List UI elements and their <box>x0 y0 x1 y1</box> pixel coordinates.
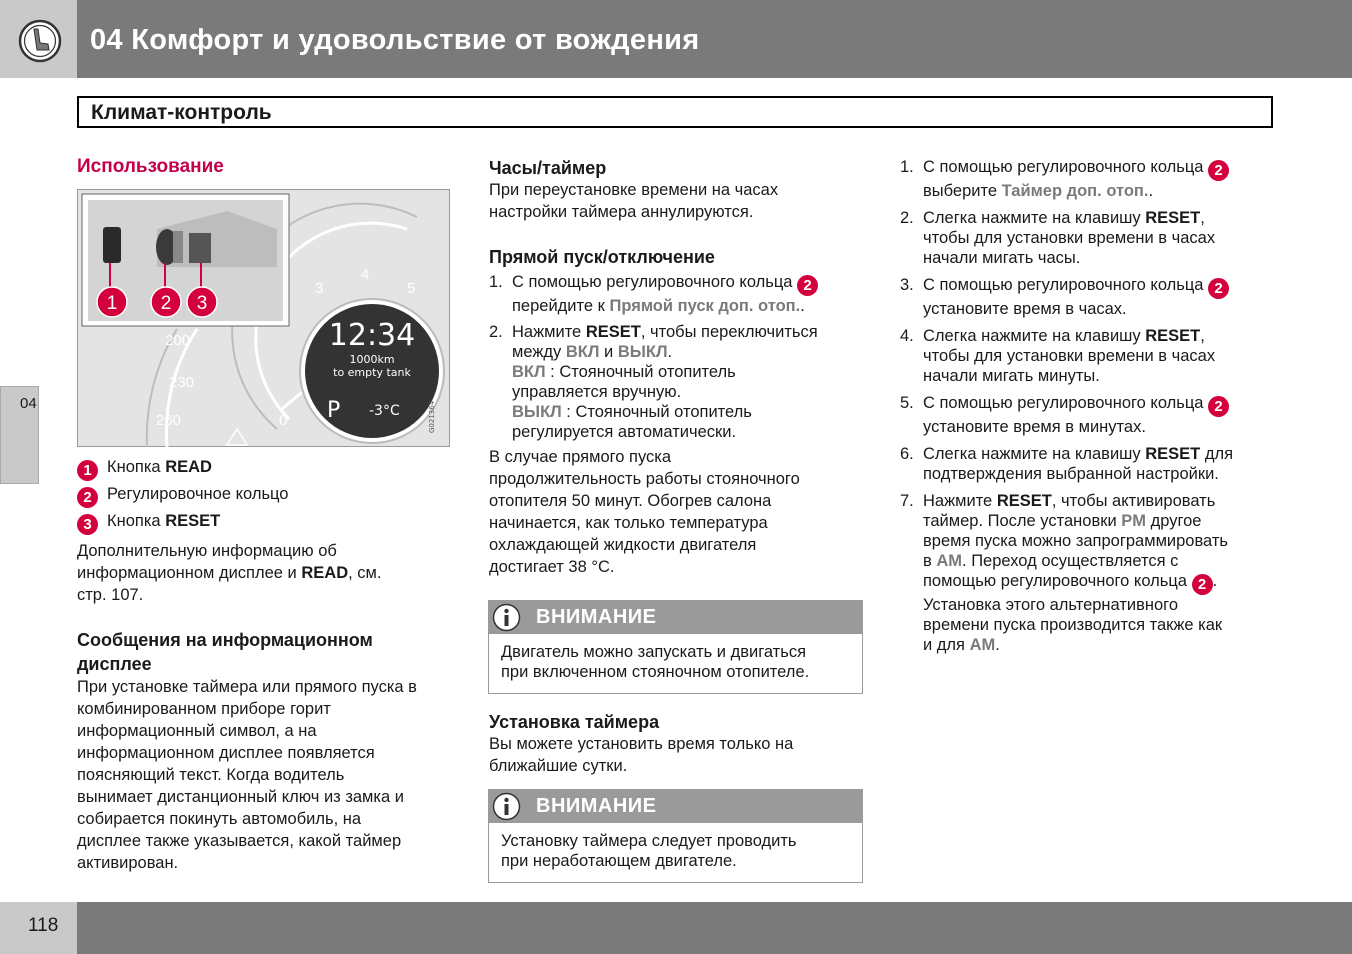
messages-line: вынимает дистанционный ключ из замка и <box>77 788 404 806</box>
timer-step-7-text-b: , чтобы активировать <box>1051 492 1216 510</box>
timer-step-7-text-k: и для <box>923 636 970 654</box>
timer-step-2-text-c: начали мигать часы. <box>923 249 1081 267</box>
timer-step-4-text-c: начали мигать минуты. <box>923 367 1100 385</box>
label-off: ВЫКЛ <box>617 343 668 361</box>
direct-step-1: 1. С помощью регулировочного кольца 2 перейдите к Прямой пуск доп. отоп.. <box>489 272 869 316</box>
ring-badge: 2 <box>1208 396 1229 417</box>
messages-text <box>77 676 457 874</box>
label-am: AM <box>936 552 963 570</box>
timer-step-6 <box>900 444 1280 484</box>
timer-step-2-text: Слегка нажмите на клавишу <box>923 209 1146 227</box>
messages-line: информационном дисплее появляется <box>77 744 375 762</box>
timer-step-7-text-c: таймер. После установки <box>923 512 1122 530</box>
on-desc: : Стояночный отопитель <box>545 363 736 381</box>
gauge-tick-230: 230 <box>169 374 195 391</box>
off-desc: : Стояночный отопитель <box>561 403 752 421</box>
timer-step-7-text-d: другое <box>1146 512 1202 530</box>
legend-text-1: Кнопка <box>107 458 166 476</box>
section-title-box <box>77 96 1273 128</box>
chapter-tab <box>0 386 39 484</box>
ring-badge: 2 <box>1192 574 1213 595</box>
timer-step-3-text-b: установите время в часах. <box>923 300 1127 318</box>
info-line-2 <box>77 562 457 584</box>
step-number: 2. <box>489 323 503 341</box>
page-footer <box>0 902 1352 954</box>
clock-line: При переустановке времени на часах <box>489 181 779 199</box>
legend <box>77 458 457 538</box>
direct-step-2-text-c: между <box>512 343 566 361</box>
legend-text-2: Регулировочное кольцо <box>107 485 289 503</box>
label-am: AM <box>969 636 996 654</box>
legend-bold-3: RESET <box>165 512 221 530</box>
direct-step-1-text-b: перейдите к <box>512 297 610 315</box>
direct-text-line: достигает 38 °C. <box>489 558 615 576</box>
display-range-label: to empty tank <box>333 366 411 379</box>
warning-title-2: ВНИМАНИЕ <box>536 795 657 817</box>
timer-step-7-text: Нажмите <box>923 492 997 510</box>
timer-step-5-text-b: установите время в минутах. <box>923 418 1146 436</box>
info-line-3: стр. 107. <box>77 586 144 604</box>
direct-text-line: продолжительность работы стояночного <box>489 470 800 488</box>
gauge-tick-0: 0 <box>279 412 288 429</box>
read-button-drawing <box>103 227 121 263</box>
timer-step-4-text: Слегка нажмите на клавишу <box>923 327 1146 345</box>
label-off: ВЫКЛ <box>512 403 562 421</box>
step-number: 3. <box>900 276 914 294</box>
direct-step-1-text: С помощью регулировочного кольца <box>512 273 798 291</box>
direct-text-line: отопителя 50 минут. Обогрев салона <box>489 492 772 510</box>
warning-line: при неработающем двигателе. <box>501 852 737 870</box>
messages-line: При установке таймера или прямого пуска в <box>77 678 417 696</box>
info-icon <box>492 603 521 632</box>
timer-step-7-text-g: . Переход осуществляется с <box>962 552 1179 570</box>
reset-bold: RESET <box>1145 209 1201 227</box>
legend-badge-2: 2 <box>77 487 98 508</box>
warning-line: Установку таймера следует проводить <box>501 832 797 850</box>
info-paragraph <box>77 540 457 606</box>
step-number: 1. <box>489 273 503 291</box>
reset-bold: RESET <box>996 492 1052 510</box>
ring-badge: 2 <box>1208 160 1229 181</box>
timer-step-7-text-e: время пуска можно запрограммировать <box>923 532 1229 550</box>
messages-line: активирован. <box>77 854 179 872</box>
info-text: информационном дисплее и <box>77 564 302 582</box>
clock-section <box>489 157 869 223</box>
timer-step-1-text-b: выберите <box>923 182 1002 200</box>
display-time: 12:34 <box>328 318 416 353</box>
text-and: и <box>599 343 618 361</box>
timer-step-6-text: Слегка нажмите на клавишу <box>923 445 1146 463</box>
direct-step-2-text: Нажмите <box>512 323 586 341</box>
off-desc-2: регулируется автоматически. <box>512 423 737 441</box>
timer-step-4-text-b: чтобы для установки времени в часах <box>923 347 1216 365</box>
direct-step-2-text-b: , чтобы переключиться <box>640 323 818 341</box>
direct-text-line: охлаждающей жидкости двигателя <box>489 536 757 554</box>
timer-step-5-text: С помощью регулировочного кольца <box>923 394 1209 412</box>
timer-step-7-text-j: времени пуска производится также как <box>923 616 1223 634</box>
callout-1: 1 <box>106 293 118 314</box>
timer-steps <box>900 157 1280 655</box>
heading-usage: Использование <box>77 156 224 177</box>
direct-text-line: начинается, как только температура <box>489 514 768 532</box>
timer-step-7: 7. Нажмите RESET, чтобы активировать таймер. После установки PM другое время пуска можно запрограммировать в AM. Переход осуществляется с помощью регулировочного кольца 2 . Установка этого альтернативного времени пуска производится также как и для AM. <box>900 491 1280 655</box>
reset-bold: RESET <box>585 323 641 341</box>
step-number: 2. <box>900 209 914 227</box>
timer-step-7-text-i: Установка этого альтернативного <box>923 596 1179 614</box>
callout-3: 3 <box>196 293 208 314</box>
heading-messages-1: Сообщения на информационном <box>77 630 373 650</box>
gauge-tick-200: 200 <box>165 332 191 349</box>
menu-direct-start: Прямой пуск доп. отоп. <box>609 297 801 315</box>
timer-section <box>489 711 869 777</box>
timer-step-1: 1. С помощью регулировочного кольца 2 выберите Таймер доп. отоп.. <box>900 157 1280 201</box>
gauge-tick-3: 3 <box>315 280 324 297</box>
heading-timer: Установка таймера <box>489 712 660 732</box>
column-1 <box>77 156 457 178</box>
on-desc-2: управляется вручную. <box>512 383 682 401</box>
info-line-1: Дополнительную информацию об <box>77 542 337 560</box>
timer-step-7-text-f: в <box>923 552 937 570</box>
reset-bold: RESET <box>1145 445 1201 463</box>
header-icon-box <box>0 0 77 78</box>
timer-step-4: 4. Слегка нажмите на клавишу RESET, чтобы для установки времени в часах начали мигать минуты. <box>900 326 1280 386</box>
warning-text-1 <box>489 634 862 682</box>
heading-messages-2: дисплее <box>77 654 152 674</box>
chapter-tab-label: 04 <box>20 395 37 412</box>
info-text-c: , см. <box>348 564 382 582</box>
messages-heading <box>77 628 457 676</box>
timer-step-2: 2. Слегка нажмите на клавишу RESET, чтобы для установки времени в часах начали мигать часы. <box>900 208 1280 268</box>
direct-step-2: 2. Нажмите RESET, чтобы переключиться между ВКЛ и ВЫКЛ. ВКЛ : Стояночный отопитель управляется вручную. ВЫКЛ : Стояночный отопитель регулируется автоматически. <box>489 322 869 442</box>
figure-code: G021364 <box>428 400 436 433</box>
warning-box-2 <box>488 789 863 883</box>
gauge-tick-5: 5 <box>407 280 416 297</box>
display-gear: P <box>327 398 341 423</box>
section-title: Климат-контроль <box>91 101 272 124</box>
direct-start-section <box>489 247 869 442</box>
messages-line: дисплее также указывается, какой таймер <box>77 832 402 850</box>
page-title: 04 Комфорт и удовольствие от вождения <box>90 24 700 56</box>
messages-line: информационный символ, а на <box>77 722 317 740</box>
warning-box-1 <box>488 600 863 694</box>
ring-badge: 2 <box>1208 278 1229 299</box>
heading-direct-start: Прямой пуск/отключение <box>489 247 715 267</box>
legend-bold-1: READ <box>165 458 212 476</box>
warning-bar-1 <box>489 601 862 634</box>
legend-item-1 <box>77 458 212 481</box>
warning-bar-2 <box>489 790 862 823</box>
step-number: 1. <box>900 158 914 176</box>
step-number: 6. <box>900 445 914 463</box>
timer-step-7-text-h: помощью регулировочного кольца <box>923 572 1192 590</box>
callout-2: 2 <box>160 293 172 314</box>
page-number: 118 <box>28 915 59 936</box>
seat-icon <box>18 19 62 63</box>
messages-line: собирается покинуть автомобиль, на <box>77 810 362 828</box>
display-temperature: -3°C <box>369 403 400 419</box>
legend-item-3 <box>77 512 220 535</box>
timer-step-5 <box>900 393 1280 437</box>
timer-line: Вы можете установить время только на <box>489 735 794 753</box>
dashboard-illustration <box>77 189 451 448</box>
timer-step-3-text: С помощью регулировочного кольца <box>923 276 1209 294</box>
warning-text-2 <box>489 823 862 871</box>
legend-item-2 <box>77 485 288 508</box>
ring-badge: 2 <box>797 275 818 296</box>
menu-timer: Таймер доп. отоп. <box>1001 182 1149 200</box>
reset-button-drawing <box>189 233 211 263</box>
warning-line: при включенном стояночном отопителе. <box>501 663 810 681</box>
messages-line: комбинированном приборе горит <box>77 700 331 718</box>
step-number: 7. <box>900 492 914 510</box>
step-number: 5. <box>900 394 914 412</box>
legend-badge-1: 1 <box>77 460 98 481</box>
direct-start-text <box>489 446 869 578</box>
heading-clock: Часы/таймер <box>489 158 607 178</box>
info-icon <box>492 792 521 821</box>
display-range: 1000km <box>349 353 395 366</box>
messages-line: поясняющий текст. Когда водитель <box>77 766 345 784</box>
info-bold: READ <box>301 564 349 582</box>
reset-bold: RESET <box>1145 327 1201 345</box>
legend-badge-3: 3 <box>77 514 98 535</box>
gauge-tick-260: 260 <box>156 412 182 429</box>
timer-step-6-text-a2: для <box>1200 445 1234 463</box>
label-on: ВКЛ <box>565 343 600 361</box>
timer-step-3 <box>900 275 1280 319</box>
timer-step-1-text: С помощью регулировочного кольца <box>923 158 1209 176</box>
warning-title-1: ВНИМАНИЕ <box>536 606 657 628</box>
timer-step-2-text-b: чтобы для установки времени в часах <box>923 229 1216 247</box>
gauge-tick-4: 4 <box>361 266 370 283</box>
label-pm: PM <box>1121 512 1146 530</box>
clock-line: настройки таймера аннулируются. <box>489 203 754 221</box>
timer-step-6-text-b: подтверждения выбранной настройки. <box>923 465 1219 483</box>
legend-text-3: Кнопка <box>107 512 166 530</box>
warning-line: Двигатель можно запускать и двигаться <box>501 643 807 661</box>
timer-line: ближайшие сутки. <box>489 757 628 775</box>
direct-text-line: В случае прямого пуска <box>489 448 672 466</box>
step-number: 4. <box>900 327 914 345</box>
label-on: ВКЛ <box>512 363 546 381</box>
